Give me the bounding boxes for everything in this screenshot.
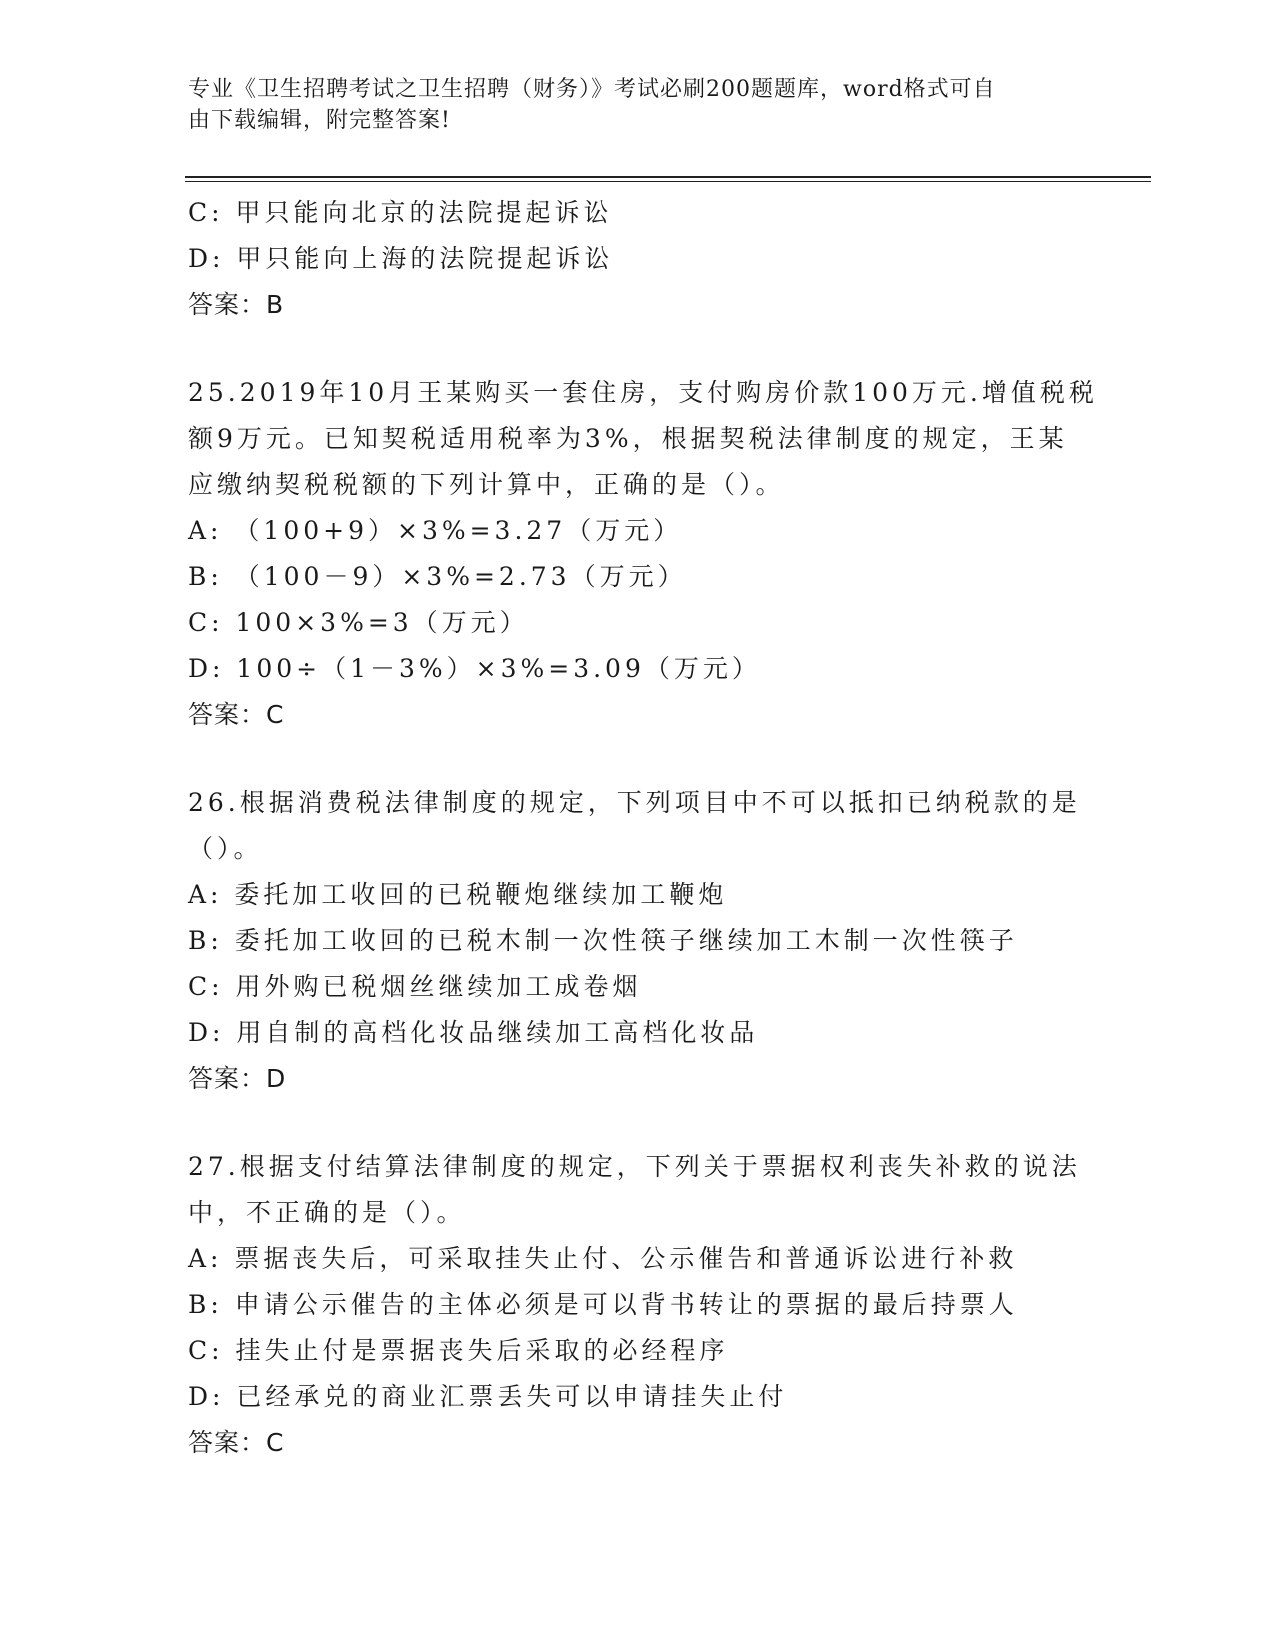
question-24-continued: [188, 190, 1088, 328]
question-stem-line: 额9万元。已知契税适用税率为3%，根据契税法律制度的规定，王某: [188, 424, 1068, 453]
header-rule-thick: [185, 176, 1151, 178]
spacer: [188, 738, 1088, 780]
option-d: D: 已经承兑的商业汇票丢失可以申请挂失止付: [188, 1382, 788, 1411]
option-c: C: 100×3%=3（万元）: [188, 608, 529, 637]
question-stem-line: 27.根据支付结算法律制度的规定，下列关于票据权利丧失补救的说法: [188, 1152, 1081, 1181]
answer: 答案：C: [188, 1428, 285, 1457]
option-d: D: 甲只能向上海的法院提起诉讼: [188, 244, 614, 273]
option-a: A: 委托加工收回的已税鞭炮继续加工鞭炮: [188, 880, 728, 909]
option-c: C: 甲只能向北京的法院提起诉讼: [188, 198, 613, 227]
question-stem-line: 26.根据消费税法律制度的规定，下列项目中不可以抵扣已纳税款的是: [188, 788, 1081, 817]
question-26: [188, 780, 1088, 1102]
question-stem-line: 25.2019年10月王某购买一套住房，支付购房价款100万元.增值税税: [188, 378, 1098, 407]
question-stem-line: 中，不正确的是（）。: [188, 1198, 466, 1227]
spacer: [188, 328, 1088, 370]
answer: 答案：C: [188, 700, 285, 729]
option-c: C: 挂失止付是票据丧失后采取的必经程序: [188, 1336, 729, 1365]
header-line-1: 专业《卫生招聘考试之卫生招聘（财务）》考试必刷200题题库，word格式可自: [188, 77, 996, 102]
answer: 答案：B: [188, 290, 285, 319]
option-d: D: 100÷（1－3%）×3%=3.09（万元）: [188, 654, 761, 683]
question-stem-line: 应缴纳契税税额的下列计算中，正确的是（）。: [188, 470, 785, 499]
question-stem-line: （）。: [188, 834, 263, 863]
question-25: [188, 370, 1098, 738]
document-header: [188, 74, 1068, 136]
header-line-2: 由下载编辑，附完整答案!: [188, 108, 451, 133]
option-b: B: 委托加工收回的已税木制一次性筷子继续加工木制一次性筷子: [188, 926, 1018, 955]
option-c: C: 用外购已税烟丝继续加工成卷烟: [188, 972, 642, 1001]
option-a: A: （100+9）×3%=3.27（万元）: [188, 516, 683, 545]
question-27: [188, 1144, 1088, 1466]
option-a: A: 票据丧失后，可采取挂失止付、公示催告和普通诉讼进行补救: [188, 1244, 1018, 1273]
option-b: B: 申请公示催告的主体必须是可以背书转让的票据的最后持票人: [188, 1290, 1018, 1319]
answer: 答案：D: [188, 1064, 287, 1093]
option-d: D: 用自制的高档化妆品继续加工高档化妆品: [188, 1018, 759, 1047]
option-b: B: （100－9）×3%=2.73（万元）: [188, 562, 687, 591]
header-rule-thin: [185, 181, 1151, 182]
spacer: [188, 1102, 1088, 1144]
question-list: [188, 190, 1098, 1466]
